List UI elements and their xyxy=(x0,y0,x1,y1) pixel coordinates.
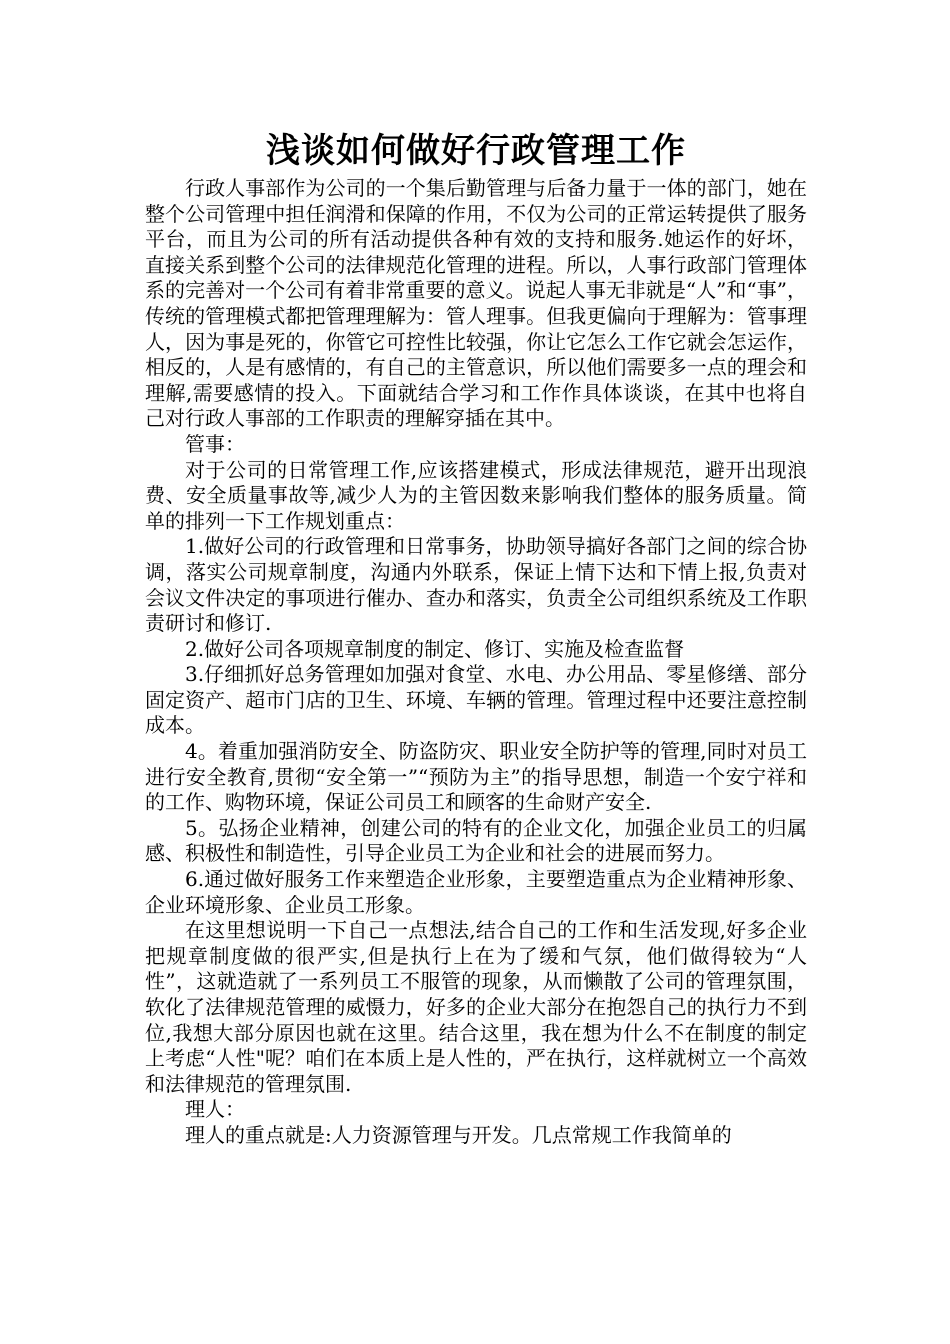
paragraph-item-3: 3.仔细抓好总务管理如加强对食堂、水电、办公用品、零星修缮、部分固定资产、超市门店的卫生、环境、车辆的管理。管理过程中还要注意控制成本。 xyxy=(145,662,807,738)
paragraph-heading-manage-affairs: 管事： xyxy=(185,431,245,456)
paragraph-item-4: 4。着重加强消防安全、防盗防灾、职业安全防护等的管理,同时对员工进行安全教育,贯彻“安全第一”“预防为主”的指导思想，制造一个安宁祥和的工作、购物环境，保证公司员工和顾客的生命财产安全. xyxy=(145,739,807,815)
paragraph-item-1: 1.做好公司的行政管理和日常事务，协助领导搞好各部门之间的综合协调，落实公司规章制度，沟通内外联系，保证上情下达和下情上报,负责对会议文件决定的事项进行催办、查办和落实，负责全公司组织系统及工作职责研讨和修订. xyxy=(145,534,807,636)
paragraph-intro: 行政人事部作为公司的一个集后勤管理与后备力量于一体的部门，她在整个公司管理中担任润滑和保障的作用，不仅为公司的正常运转提供了服务平台，而且为公司的所有活动提供各种有效的支持和服务.她运作的好坏，直接关系到整个公司的法律规范化管理的进程。所以，人事行政部门管理体系的完善对一个公司有着非常重要的意义。说起人事无非就是“人”和“事”，传统的管理模式都把管理理解为：管人理事。但我更偏向于理解为：管事理人，因为事是死的，你管它可控性比较强，你让它怎么工作它就会怎运作，相反的，人是有感情的，有自己的主管意识，所以他们需要多一点的理会和理解,需要感情的投入。下面就结合学习和工作作具体谈谈，在其中也将自己对行政人事部的工作职责的理解穿插在其中。 xyxy=(145,176,807,431)
paragraph-item-6: 6.通过做好服务工作来塑造企业形象，主要塑造重点为企业精神形象、企业环境形象、企业员工形象。 xyxy=(145,867,807,917)
paragraph-item-2: 2.做好公司各项规章制度的制定、修订、实施及检查监督 xyxy=(185,636,685,661)
paragraph-daily-management: 对于公司的日常管理工作,应该搭建模式，形成法律规范，避开出现浪费、安全质量事故等,减少人为的主管因数来影响我们整体的服务质量。简单的排列一下工作规划重点： xyxy=(145,457,807,533)
paragraph-hr-focus: 理人的重点就是:人力资源管理与开发。几点常规工作我简单的 xyxy=(185,1122,732,1147)
paragraph-item-5: 5。弘扬企业精神，创建公司的特有的企业文化，加强企业员工的归属感、积极性和制造性，引导企业员工为企业和社会的进展而努力。 xyxy=(145,815,807,866)
paragraph-heading-manage-people: 理人： xyxy=(185,1097,245,1122)
document-page xyxy=(145,128,807,1149)
document-title: 浅谈如何做好行政管理工作 xyxy=(266,131,686,171)
paragraph-thoughts: 在这里想说明一下自己一点想法,结合自己的工作和生活发现,好多企业把规章制度做的很严实,但是执行上在为了缓和气氛，他们做得较为“人性”，这就造就了一系列员工不服管的现象，从而懒散了公司的管理氛围，软化了法律规范管理的威慑力，好多的企业大部分在抱怨自己的执行力不到位,我想大部分原因也就在这里。结合这里，我在想为什么不在制度的制定上考虑“人性"呢？咱们在本质上是人性的，严在执行，这样就树立一个高效和法律规范的管理氛围. xyxy=(145,918,807,1096)
